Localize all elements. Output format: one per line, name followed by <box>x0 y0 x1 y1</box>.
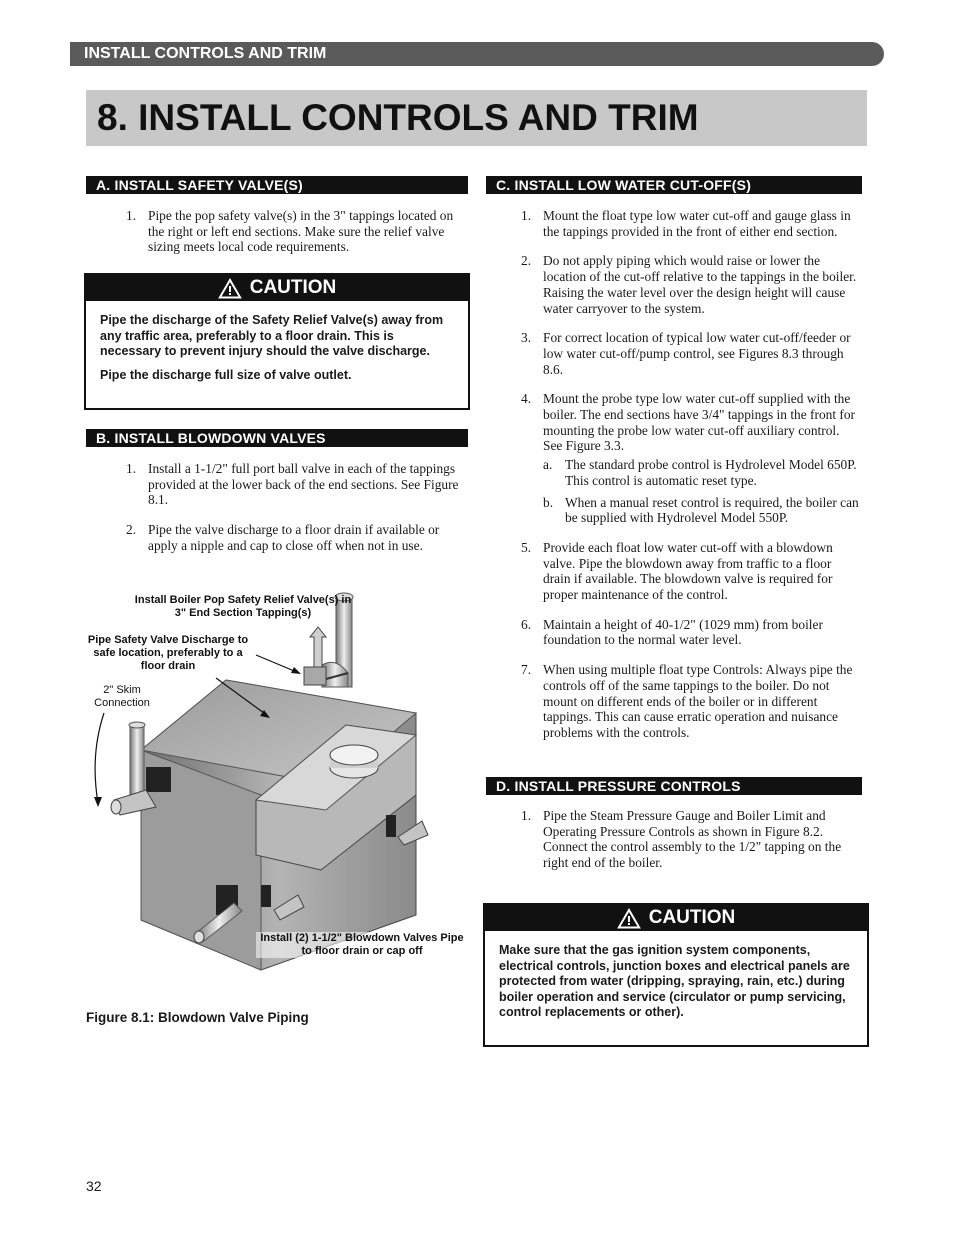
sublist-item <box>543 457 862 488</box>
section-a-heading: A. INSTALL SAFETY VALVE(S) <box>86 176 468 194</box>
sublist <box>543 457 862 526</box>
list-item-text: Install a 1-1/2" full port ball valve in each of the tappings provided at the lower back of the end sections. See Figure 8.1. <box>148 461 459 508</box>
list-item <box>521 808 862 871</box>
page-number: 32 <box>86 1178 102 1194</box>
caution-body <box>485 931 867 1039</box>
list-item-number: 7. <box>521 662 532 678</box>
list-item <box>521 540 862 603</box>
warning-triangle-icon <box>218 278 242 299</box>
list-item-text: Provide each float low water cut-off with a blowdown valve. Pipe the blowdown away from traffic to a floor drain if available. The blowdown valve is required for proper maintenance of the control. <box>543 539 833 603</box>
list-item <box>126 208 466 255</box>
list-item <box>521 330 862 377</box>
section-d-list <box>521 808 862 885</box>
section-b-heading: B. INSTALL BLOWDOWN VALVES <box>86 429 468 447</box>
list-item-number: 2. <box>521 253 532 269</box>
list-item-text: Pipe the pop safety valve(s) in the 3" tappings located on the right or left end sections. Make sure the relief valve sizing meets local code requirements. <box>148 208 454 255</box>
list-item <box>126 461 466 508</box>
section-c-heading: C. INSTALL LOW WATER CUT-OFF(S) <box>486 176 862 194</box>
list-item <box>521 208 862 239</box>
list-item-number: 3. <box>521 330 532 346</box>
list-item-text: Maintain a height of 40-1/2" (1029 mm) from boiler foundation to the normal water level. <box>543 616 823 648</box>
list-item-number: 1. <box>521 808 532 823</box>
caution-box-water-protection <box>483 903 869 1047</box>
page-title: 8. INSTALL CONTROLS AND TRIM <box>86 90 867 146</box>
caution-title-bar <box>485 905 867 931</box>
figure-label-pop-valve: Install Boiler Pop Safety Relief Valve(s) in 3" End Section Tapping(s) <box>134 594 352 619</box>
section-header-bar <box>70 42 884 66</box>
sublist-item <box>543 495 862 526</box>
sublist-item-letter: b. <box>543 494 554 510</box>
figure-caption: Figure 8.1: Blowdown Valve Piping <box>86 1010 309 1025</box>
list-item-number: 4. <box>521 391 532 407</box>
section-c-list <box>521 208 862 755</box>
list-item-number: 6. <box>521 616 532 632</box>
sublist-item-letter: a. <box>543 457 553 473</box>
figure-label-blowdown: Install (2) 1-1/2" Blowdown Valves Pipe to floor drain or cap off <box>256 932 468 958</box>
list-item-text: For correct location of typical low water cut-off/feeder or low water cut-off/pump control, see Figures 8.3 through 8.6. <box>543 330 851 377</box>
caution-title: CAUTION <box>648 907 736 928</box>
list-item-text: Mount the float type low water cut-off and gauge glass in the tappings provided in the front of either end section. <box>543 208 851 239</box>
list-item <box>521 662 862 741</box>
caution-title-bar <box>86 275 468 301</box>
caution-text: Make sure that the gas ignition system components, electrical controls, junction boxes and electrical panels are protected from water (dripping, spraying, rain, etc.) during boiler operation and service (circulator or pump servicing, control replacements or other). <box>499 943 850 1019</box>
sublist-item-text: The standard probe control is Hydrolevel Model 650P. This control is automatic reset type. <box>565 457 857 488</box>
list-item-text: Mount the probe type low water cut-off supplied with the boiler. The end sections have 3/4" tappings in the front for mounting the probe low water cut-off auxiliary control. See Figure 3.3. <box>543 391 856 454</box>
caution-body <box>86 301 468 401</box>
section-b-list <box>126 461 466 568</box>
caution-title: CAUTION <box>249 277 337 298</box>
figure-label-discharge: Pipe Safety Valve Discharge to safe location, preferably to a floor drain <box>87 634 249 672</box>
figure-blowdown-valve-piping <box>86 585 476 975</box>
list-item-text: Do not apply piping which would raise or lower the location of the cut-off relative to the tappings in the boiler. Raising the water level over the design height will cause water carryover to the system. <box>543 253 857 316</box>
list-item-number: 2. <box>126 522 137 538</box>
list-item-text: Pipe the Steam Pressure Gauge and Boiler Limit and Operating Pressure Controls as shown in Figure 8.2. Connect the control assembly to the 1/2" tapping on the right end of the boiler. <box>543 808 842 871</box>
list-item-text: When using multiple float type Controls: Always pipe the controls off of the same tappings to the boiler. Do not mount on different ends of the boiler or in different tappings. This can cause erratic operation and nuisance problems with the controls. <box>543 662 853 740</box>
list-item <box>126 522 466 553</box>
list-item-number: 5. <box>521 539 532 555</box>
caution-box-safety-valve <box>84 273 470 410</box>
list-item <box>521 391 862 526</box>
list-item-text: Pipe the valve discharge to a floor drain if available or apply a nipple and cap to close off when not in use. <box>148 522 440 553</box>
sublist-item-text: When a manual reset control is required, the boiler can be supplied with Hydrolevel Model 550P. <box>565 494 859 526</box>
section-a-list <box>126 208 466 269</box>
list-item-number: 1. <box>521 208 532 223</box>
list-item-number: 1. <box>126 208 137 223</box>
caution-text: Pipe the discharge of the Safety Relief Valve(s) away from any traffic area, preferably to a floor drain. This is necessary to prevent injury should the valve discharge. <box>100 313 444 358</box>
section-d-heading: D. INSTALL PRESSURE CONTROLS <box>486 777 862 795</box>
list-item <box>521 253 862 316</box>
figure-label-skim: 2" Skim Connection <box>94 684 150 709</box>
caution-text: Pipe the discharge full size of valve outlet. <box>100 367 352 382</box>
section-header-label: INSTALL CONTROLS AND TRIM <box>84 45 327 62</box>
list-item-number: 1. <box>126 461 137 476</box>
warning-triangle-icon <box>617 908 641 929</box>
list-item <box>521 617 862 648</box>
